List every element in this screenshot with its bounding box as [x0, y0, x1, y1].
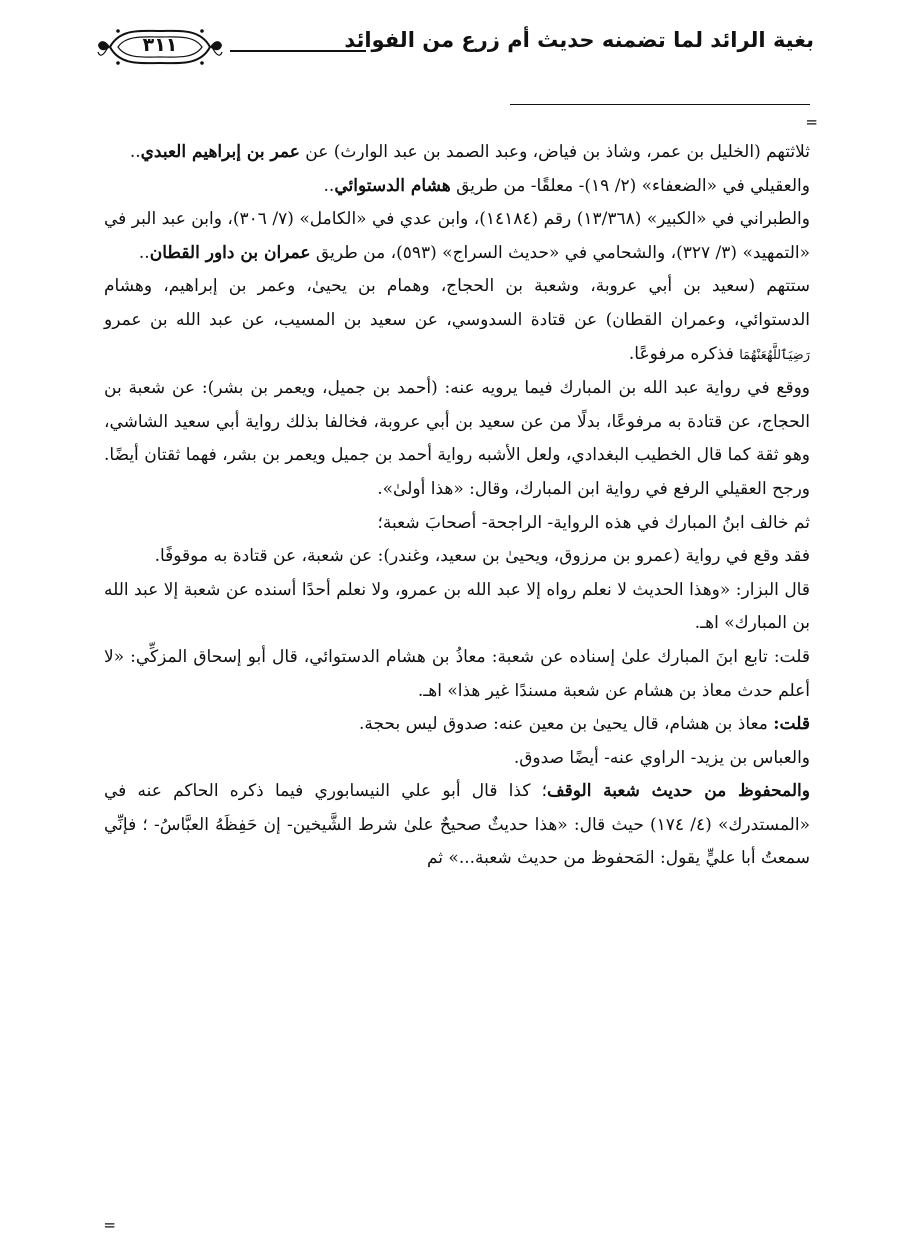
paragraph-2: والعقيلي في «الضعفاء» (٢/ ١٩)- معلقًا- من طريق هشام الدستوائي.. [323, 175, 810, 196]
note-label: قلت: [773, 714, 810, 735]
paragraph-7: فقد وقع في رواية (عمرو بن مرزوق، ويحيىٰ بن سعيد، وغندر): عن شعبة، عن قتادة به موقوفًا. [154, 546, 810, 567]
footnote-rule [510, 104, 810, 105]
paragraph-6: ثم خالف ابنُ المبارك في هذه الرواية- الراجحة- أصحابَ شعبة؛ [377, 512, 810, 533]
key-statement: والمحفوظ من حديث شعبة الوقف [547, 781, 810, 802]
running-title: بغية الرائد لما تضمنه حديث أم زرع من الفوائد [344, 28, 814, 52]
page-number-ornament [96, 22, 224, 72]
honorific: رَضِيَٱللَّهُعَنْهُمَا [739, 347, 810, 363]
continuation-mark-top: = [805, 113, 818, 131]
paragraph-5: ووقع في رواية عبد الله بن المبارك فيما يرويه عنه: (أحمد بن جميل، ويعمر بن بشر): عن شعبة بن الحجاج، عن قتادة به مرفوعًا، بدلًا من عن سعيد بن أبي عروبة، فخالفا بذلك رواية أبي سعيد الشاشي، وهو ثقة كما قال الخطيب البغدادي، ولعل الأشبه رواية أحمد بن جميل ويعمر بن بشر، فهما ثقتان أيضًا. ورجح العقيلي الرفع في رواية ابن المبارك، وقال: «هذا أولىٰ». [104, 378, 810, 499]
paragraph-12: والمحفوظ من حديث شعبة الوقف؛ كذا قال أبو علي النيسابوري فيما ذكره الحاكم عنه في «المستدرك» (٤/ ١٧٤) حيث قال: «هذا حديثٌ صحيحٌ علىٰ شرط الشَّيخين- إن حَفِظَهُ العبَّاسُ- ؛ فإنِّي سمعتُ أبا عليٍّ يقول: المَحفوظ من حديث شعبة...» ثم [104, 781, 810, 869]
narrator-name: عمر بن إبراهيم العبدي [140, 142, 300, 162]
paragraph-4: ستتهم (سعيد بن أبي عروبة، وشعبة بن الحجاج، وهمام بن يحيىٰ، وعمر بن إبراهيم، وهشام الدستوائي، وعمران القطان) عن قتادة السدوسي، عن سعيد بن المسيب، عن عبد الله بن عمرو رَضِيَٱللَّهُعَنْهُمَا فذكره مرفوعًا. [104, 276, 810, 364]
page-header [96, 22, 814, 72]
continuation-mark-bottom: = [103, 1216, 116, 1234]
paragraph-11: والعباس بن يزيد- الراوي عنه- أيضًا صدوق. [513, 747, 810, 768]
paragraph-9: قلت: تابع ابنَ المبارك علىٰ إسناده عن شعبة: معاذُ بن هشام الدستوائي، قال أبو إسحاق المزكِّي: «لا أعلم حدث معاذ بن هشام عن شعبة مسندًا غير هذا» اهـ. [104, 646, 810, 701]
narrator-name: عمران بن داور القطان [149, 242, 311, 263]
paragraph-1: ثلاثتهم (الخليل بن عمر، وشاذ بن فياض، وعبد الصمد بن عبد الوارث) عن عمر بن إبراهيم العبدي.. [129, 142, 810, 162]
paragraph-8: قال البزار: «وهذا الحديث لا نعلم رواه إلا عبد الله بن عمرو، ولا نعلم أحدًا أسنده عن شعبة إلا عبد الله بن المبارك» اهـ. [104, 579, 810, 634]
header-rule [230, 50, 366, 52]
footnote-text [104, 136, 810, 876]
paragraph-3: والطبراني في «الكبير» (١٣/٣٦٨) رقم (١٤١٨٤)، وابن عدي في «الكامل» (٧/ ٣٠٦)، وابن عبد البر في «التمهيد» (٣/ ٣٢٧)، والشحامي في «حديث السراج» (٥٩٣)، من طريق عمران بن داور القطان.. [104, 209, 810, 263]
paragraph-10: قلت: معاذ بن هشام، قال يحيىٰ بن معين عنه: صدوق ليس بحجة. [359, 714, 810, 735]
narrator-name: هشام الدستوائي [334, 175, 451, 196]
page-number: ٣١١ [142, 34, 178, 56]
